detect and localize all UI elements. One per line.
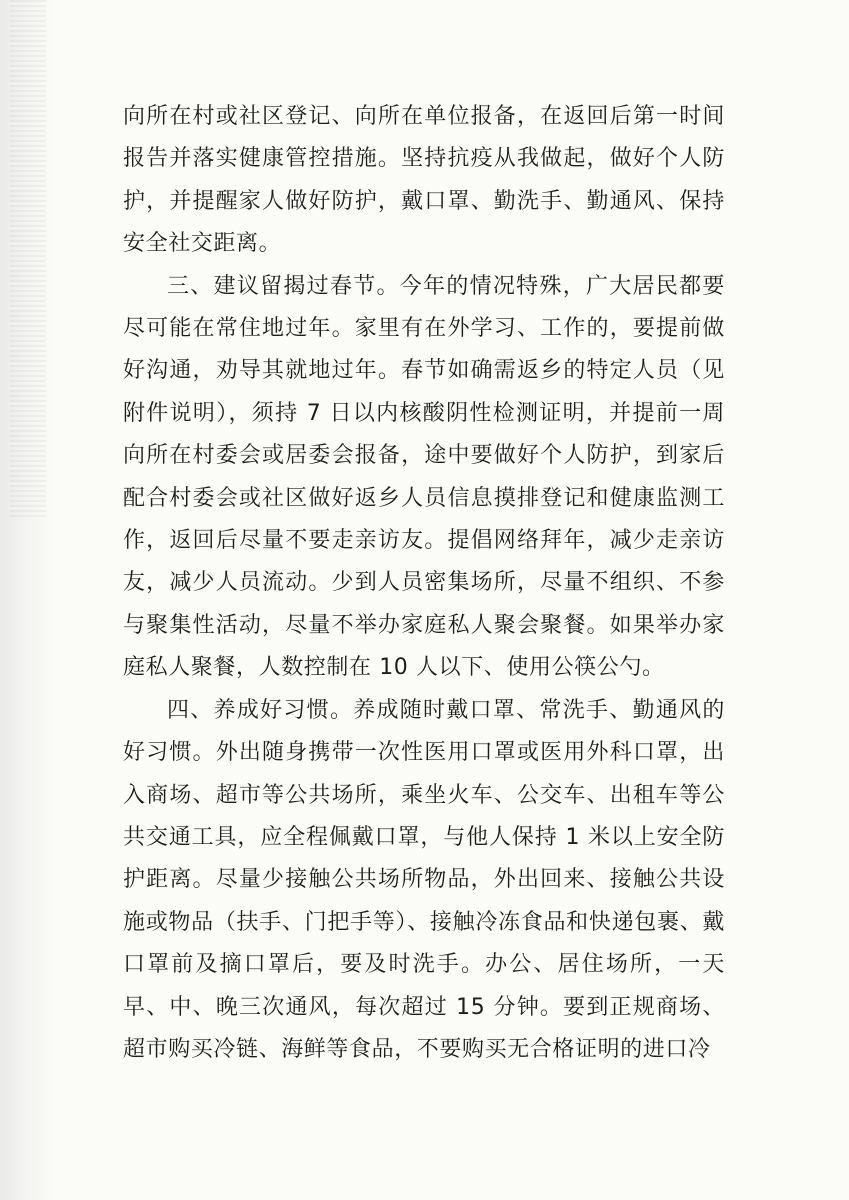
paragraph-section-3: 三、建议留揭过春节。今年的情况特殊，广大居民都要尽可能在常住地过年。家里有在外学习、工作的，要提前做好沟通，劝导其就地过年。春节如确需返乡的特定人员（见附件说明），须持 7 日以内核酸阴性检测证明，并提前一周向所在村委会或居委会报备，途中要做好个人防护，到家后配合村委会或社区做好返乡人员信息摸排登记和健康监测工作，返回后尽量不要走亲访友。提倡网络拜年，减少走亲访友，减少人员流动。少到人员密集场所，尽量不组织、不参与聚集性活动，尽量不举办家庭私人聚会聚餐。如果举办家庭私人聚餐，人数控制在 10 人以下、使用公筷公勺。: [123, 273, 725, 681]
paragraph-section-4: 四、养成好习惯。养成随时戴口罩、常洗手、勤通风的好习惯。外出随身携带一次性医用口罩或医用外科口罩，出入商场、超市等公共场所，乘坐火车、公交车、出租车等公共交通工具，应全程佩戴口罩，与他人保持 1 米以上安全防护距离。尽量少接触公共场所物品，外出回来、接触公共设施或物品（扶手、门把手等）、接触冷冻食品和快递包裹、戴口罩前及摘口罩后，要及时洗手。办公、居住场所，一天早、中、晚三次通风，每次超过 15 分钟。要到正规商场、超市购买冷链、海鲜等食品，不要购买无合格证明的进口冷: [123, 697, 725, 1062]
document-body: [123, 96, 725, 1071]
paragraph-continuation: 向所在村或社区登记、向所在单位报备，在返回后第一时间报告并落实健康管控措施。坚持抗疫从我做起，做好个人防护，并提醒家人做好防护，戴口罩、勤洗手、勤通风、保持安全社交距离。: [123, 104, 725, 257]
scan-binding-edge: [0, 0, 58, 1200]
